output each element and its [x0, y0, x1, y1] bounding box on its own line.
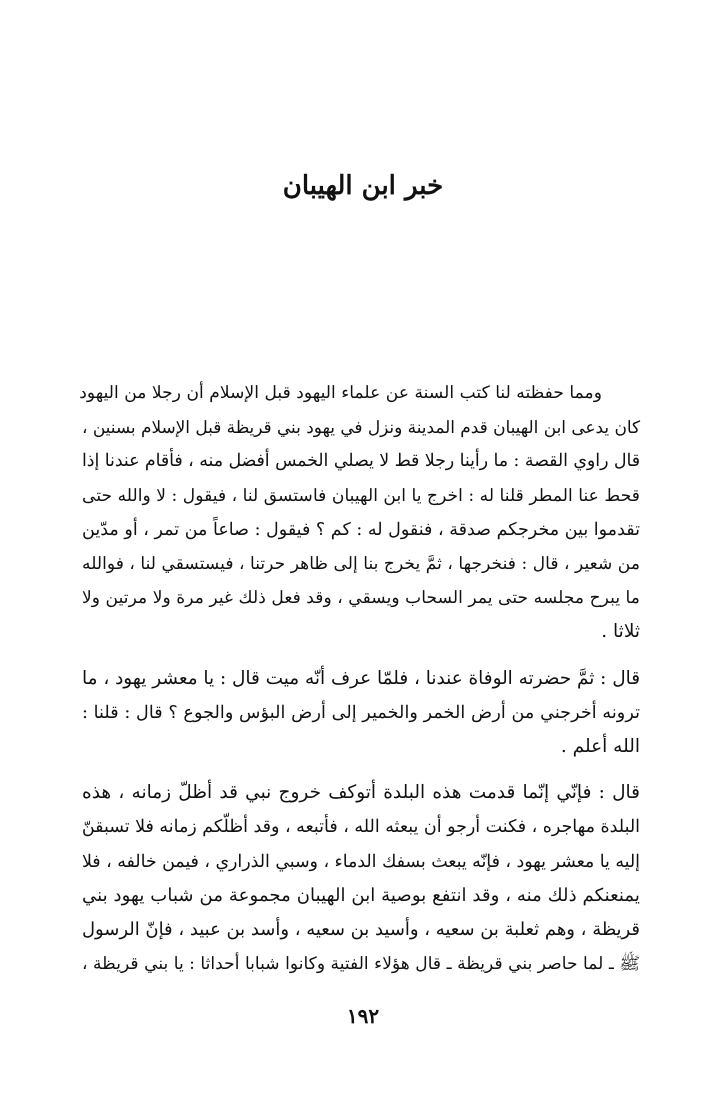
text-line: قال : ثمَّ حضرته الوفاة عندنا ، فلمّا عرف أنّه ميت قال : يا معشر يهود ، ما [82, 667, 640, 689]
text-line: إليه يا معشر يهود ، فإنّه يبعث بسفك الدماء ، وسبي الذراري ، فيمن خالفه ، فلا [81, 851, 640, 872]
page-number: ١٩٢ [346, 1004, 380, 1028]
paragraph-3 [82, 776, 640, 981]
text-line: قريظة ، وهم ثعلبة بن سعيه ، وأسيد بن سعيه ، وأسد بن عبيد ، فإنّ الرسول [82, 919, 640, 941]
text-line: الله أعلم . [560, 736, 640, 758]
text-line: قحط عنا المطر قلنا له : اخرج يا ابن الهيبان فاستسق لنا ، فيقول : لا والله حتى [82, 485, 640, 506]
text-line: كان يدعى ابن الهيبان قدم المدينة ونزل في يهود بني قريظة قبل الإسلام بسنين ، [82, 417, 640, 438]
text-line: قال : فإنّي إنّما قدمت هذه البلدة أتوكف خروج نبي قد أظلّ زمانه ، هذه [82, 782, 640, 804]
text-line: ثلاثا . [601, 621, 640, 643]
text-line: ترونه أخرجني من أرض الخمر والخمير إلى أرض البؤس والجوع ؟ قال : قلنا : [82, 702, 640, 723]
paragraph-2 [82, 662, 640, 765]
text-line: ما يبرح مجلسه حتى يمر السحاب ويسقي ، وقد فعل ذلك غير مرة ولا مرتين ولا [82, 588, 640, 609]
text-line: ومما حفظته لنا كتب السنة عن علماء اليهود قبل الإسلام أن رجلا من اليهود [79, 383, 602, 403]
text-line: يمنعنكم ذلك منه ، وقد انتفع بوصية ابن الهيبان مجموعة من شباب يهود بني [82, 884, 640, 906]
body-text [79, 376, 640, 993]
text-line: البلدة مهاجره ، فكنت أرجو أن يبعثه الله ، فأتبعه ، وقد أظلّكم زمانه فلا تسبقنّ [81, 817, 640, 838]
text-line: قال راوي القصة : ما رأينا رجلا قط لا يصلي الخمس أفضل منه ، فأقام عندنا إذا [81, 451, 640, 472]
chapter-title: خبر ابن الهيبان [282, 171, 444, 201]
text-line: تقدموا بين مخرجكم صدقة ، فنقول له : كم ؟ فيقول : صاعاً من تمر ، أو مدّين [82, 519, 640, 540]
text-line: ﷺ ـ لما حاصر بني قريظة ـ قال هؤلاء الفتية وكانوا شبابا أحداثا : يا بني قريظة ، [82, 954, 640, 975]
paragraph-1 [79, 376, 640, 650]
text-line: من شعير ، قال : فنخرجها ، ثمَّ يخرج بنا إلى ظاهر حرتنا ، فيستسقي لنا ، فوالله [82, 554, 640, 575]
